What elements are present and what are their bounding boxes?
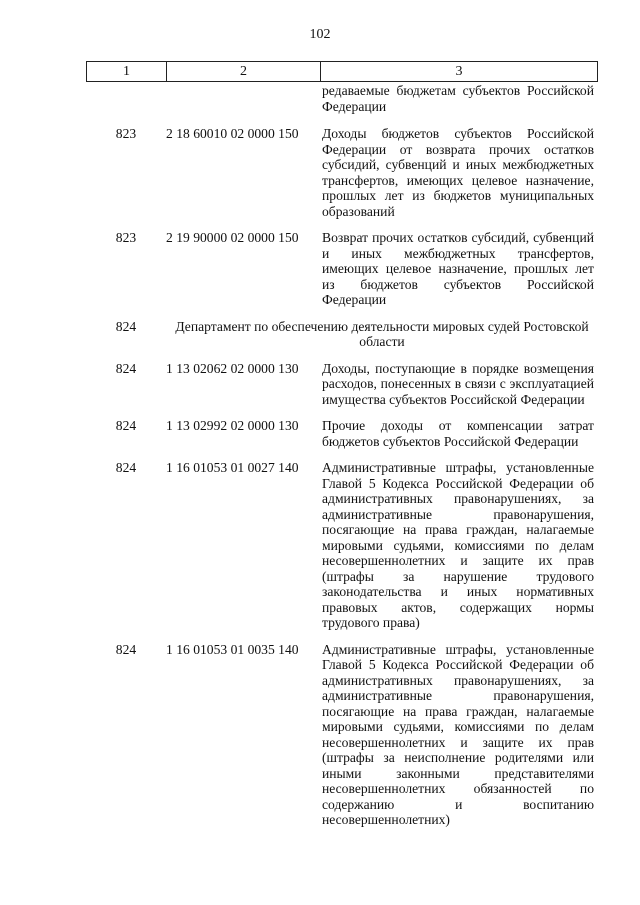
table-row (86, 418, 598, 449)
column-number-3: 3 (320, 61, 598, 82)
description: редаваемые бюджетам субъектов Российской Федерации (322, 83, 594, 114)
description: Доходы бюджетов субъектов Российской Федерации от возврата прочих остатков субсидий, субвенций и иных межбюджетных трансфертов, имеющих целевое назначение, прошлых лет из бюджетов муниципальных образований (322, 126, 594, 219)
admin-code: 824 (115, 641, 137, 657)
table-row (86, 126, 598, 219)
description: Административные штрафы, установленные Главой 5 Кодекса Российской Федерации об административных правонарушениях, за административные правонарушения, посягающие на права граждан, налагаемые мировыми судьями, комиссиями по делам несовершеннолетних и защите их прав (штрафы за нарушение трудового законодательства и иных нормативных правовых актов, содержащих нормы трудового права) (322, 460, 594, 630)
column-number-1: 1 (86, 61, 166, 82)
table-body (86, 83, 598, 839)
budget-code: 1 13 02992 02 0000 130 (166, 418, 299, 433)
admin-code: 823 (115, 230, 137, 245)
budget-code: 1 16 01053 01 0035 140 (166, 641, 299, 657)
table-row (86, 361, 598, 408)
table-row-continuation (86, 83, 598, 114)
table-row-department (86, 319, 598, 350)
budget-code: 1 13 02062 02 0000 130 (166, 360, 299, 376)
table-row (86, 642, 598, 828)
budget-code: 1 16 01053 01 0027 140 (166, 460, 299, 475)
column-number-2: 2 (166, 61, 320, 82)
admin-code: 823 (115, 126, 137, 141)
budget-code: 2 19 90000 02 0000 150 (166, 230, 299, 245)
table-row (86, 230, 598, 308)
table-column-header (86, 61, 598, 82)
description: Прочие доходы от компенсации затрат бюджетов субъектов Российской Федерации (322, 418, 594, 449)
table-row (86, 460, 598, 631)
description: Доходы, поступающие в порядке возмещения расходов, понесенных в связи с эксплуатацией имущества субъектов Российской Федерации (322, 360, 594, 407)
description: Возврат прочих остатков субсидий, субвенций и иных межбюджетных трансфертов, имеющих целевое назначение, прошлых лет из бюджетов субъектов Российской Федерации (322, 230, 594, 307)
page-number: 102 (309, 27, 331, 42)
budget-code: 2 18 60010 02 0000 150 (166, 126, 299, 141)
admin-code (86, 83, 166, 114)
admin-code: 824 (115, 460, 137, 475)
department-name: Департамент по обеспечению деятельности мировых судей Ростовской области (175, 318, 589, 349)
admin-code: 824 (115, 360, 137, 376)
budget-code (166, 83, 316, 114)
description: Административные штрафы, установленные Главой 5 Кодекса Российской Федерации об административных правонарушениях, за административные правонарушения, посягающие на права граждан, налагаемые мировыми судьями, комиссиями по делам несовершеннолетних и защите их прав (штрафы за неисполнение родителями или иными законными представителями несовершеннолетних обязанностей по содержанию и воспитанию несовершеннолетних) (322, 641, 594, 827)
admin-code: 824 (115, 418, 137, 433)
admin-code: 824 (115, 318, 137, 334)
